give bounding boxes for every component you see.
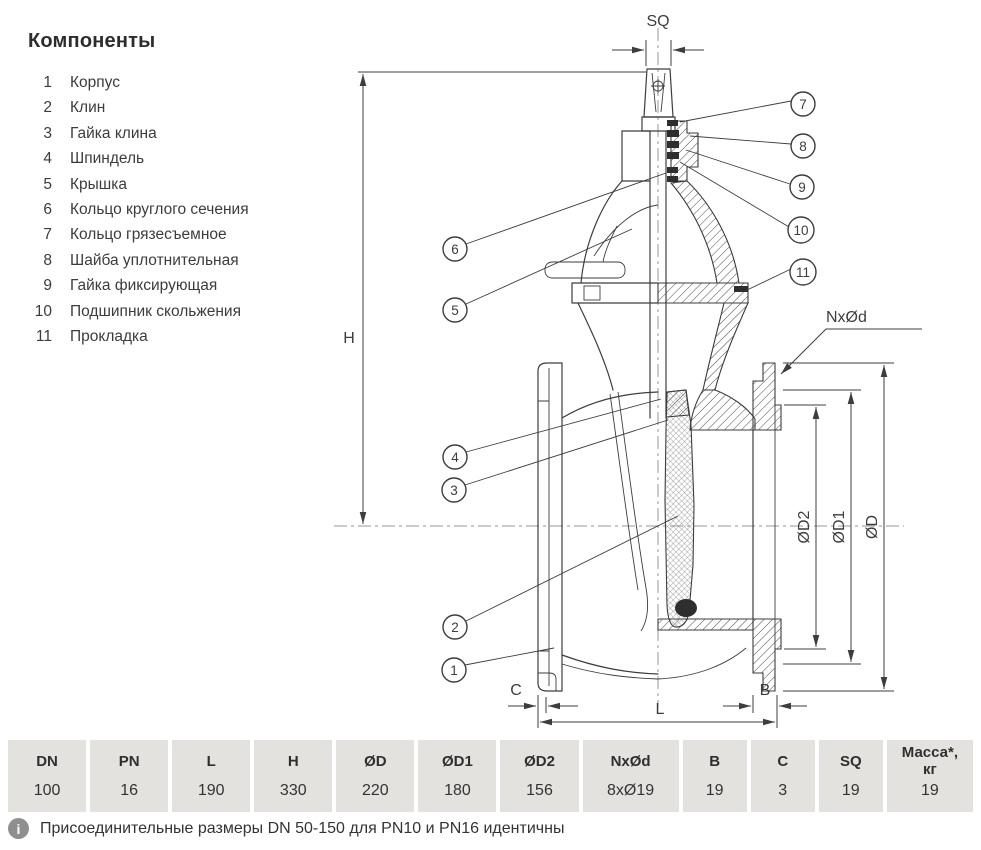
table-column-header: ØD1 [442, 752, 473, 770]
callout-leaders [465, 101, 791, 665]
table-column [500, 740, 578, 812]
table-column-header: L [206, 752, 216, 770]
table-column-header: ØD [364, 752, 387, 770]
component-number: 11 [35, 328, 52, 346]
component-label: Гайка клина [70, 124, 157, 142]
info-icon: i [8, 818, 29, 839]
table-column-value: 100 [33, 782, 61, 799]
component-label: Корпус [70, 74, 120, 91]
dim-h-label: H [343, 330, 355, 347]
valve-section-hatched [658, 120, 781, 691]
table-column-header: SQ [839, 752, 862, 770]
table-column-value: 19 [841, 782, 860, 799]
components-title: Компоненты [28, 30, 156, 52]
table-column [683, 740, 747, 812]
table-column [172, 740, 250, 812]
footnote [8, 818, 564, 839]
component-label: Гайка фиксирующая [70, 277, 218, 295]
callout-10: 10 [793, 223, 809, 238]
table-column-header: NxØd [610, 752, 651, 770]
table-column-value: 19 [705, 782, 724, 799]
dim-b-label: B [759, 682, 771, 699]
dim-h [343, 72, 646, 524]
table-column-header: ØD2 [524, 752, 555, 770]
callout-7: 7 [799, 97, 807, 112]
callout-11: 11 [795, 265, 811, 280]
dim-nxod [781, 309, 922, 374]
component-number: 7 [43, 226, 52, 244]
centerlines [334, 28, 904, 708]
table-column [8, 740, 86, 812]
table-column-value: 180 [444, 782, 471, 799]
dim-c-label: C [510, 682, 522, 699]
callout-4: 4 [451, 450, 459, 465]
callout-6: 6 [451, 242, 459, 257]
dim-od2-label: ØD2 [796, 510, 813, 544]
component-number: 3 [43, 124, 52, 142]
table-column-value: 330 [279, 782, 307, 799]
table-column-value: 220 [362, 782, 389, 799]
table-column-value: 3 [778, 782, 788, 799]
table-column-value: 156 [526, 782, 553, 799]
dimensions-table [8, 740, 973, 812]
dim-od-label: ØD [864, 515, 881, 539]
table-column [751, 740, 815, 812]
table-column-value: 8xØ19 [607, 782, 655, 799]
dim-sq-label: SQ [646, 13, 670, 30]
table-column [336, 740, 414, 812]
table-column-header: C [777, 752, 789, 770]
callout-8: 8 [799, 139, 807, 154]
callout-1: 1 [450, 663, 458, 678]
callout-9: 9 [798, 180, 806, 195]
component-label: Подшипник скольжения [70, 302, 241, 320]
table-column-value: 190 [197, 782, 225, 799]
component-label: Прокладка [70, 328, 148, 346]
table-column-header: H [287, 752, 299, 770]
dim-od1-label: ØD1 [831, 510, 848, 544]
component-number: 9 [43, 277, 52, 295]
table-column [418, 740, 496, 812]
component-label: Клин [70, 99, 106, 117]
footnote-text: Присоединительные размеры DN 50-150 для PN10 и PN16 идентичны [40, 819, 565, 837]
table-column-header: Масса*, кг [901, 744, 959, 778]
dim-nxod-label: NxØd [826, 309, 867, 326]
component-number: 5 [43, 175, 52, 193]
callout-2: 2 [451, 620, 459, 635]
callout-3: 3 [450, 483, 458, 498]
component-number: 4 [43, 150, 52, 168]
dim-diameters [783, 363, 894, 691]
table-column [583, 740, 679, 812]
dim-l-label: L [655, 701, 665, 718]
component-number: 2 [43, 99, 52, 117]
component-number: 10 [34, 302, 52, 320]
component-label: Кольцо грязесъемное [70, 226, 227, 244]
table-column-value: 19 [920, 782, 939, 799]
component-label: Шпиндель [70, 150, 145, 168]
table-column-header: B [709, 752, 721, 770]
component-label: Кольцо круглого сечения [70, 201, 249, 219]
table-column [90, 740, 168, 812]
table-column [887, 740, 973, 812]
component-label: Крышка [70, 175, 127, 193]
callout-5: 5 [451, 303, 459, 318]
component-label: Шайба уплотнительная [70, 251, 239, 269]
table-column-header: PN [118, 752, 140, 770]
valve-body-outline [538, 69, 675, 691]
table-column-header: DN [36, 752, 58, 770]
table-column [254, 740, 332, 812]
component-number: 6 [43, 201, 52, 219]
component-number: 8 [43, 251, 52, 269]
component-number: 1 [43, 74, 52, 91]
table-column [819, 740, 883, 812]
table-column-value: 16 [120, 782, 139, 799]
